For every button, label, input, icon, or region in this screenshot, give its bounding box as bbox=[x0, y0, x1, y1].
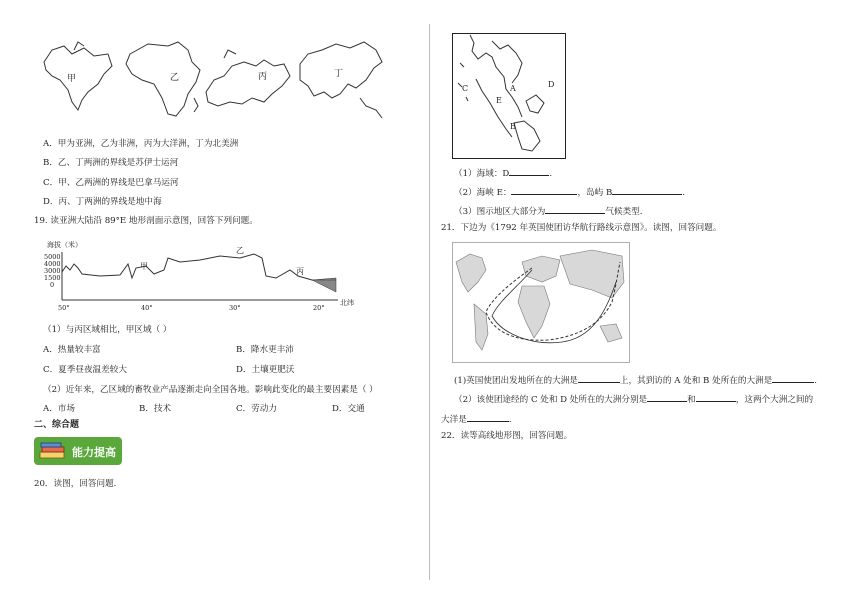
section-title: 二、综合题 bbox=[34, 420, 80, 430]
q21-1-text-a: (1)英国使团出发地所在的大洲是 bbox=[454, 376, 578, 386]
continent-label-ding: 丁 bbox=[334, 69, 344, 79]
q20-2-blank-e[interactable] bbox=[511, 185, 577, 195]
profile-xtick-20: 20° bbox=[313, 304, 325, 312]
q19-2-option-b: B．技术 bbox=[139, 404, 172, 414]
sea-label-e: E bbox=[496, 96, 502, 105]
q20-1: （1）海域：D . bbox=[454, 166, 552, 180]
continent-label-bing: 丙 bbox=[258, 72, 268, 82]
profile-xtick-30: 30° bbox=[229, 304, 241, 312]
books-icon bbox=[38, 440, 68, 462]
q21-2-text-b: 和 bbox=[687, 395, 696, 405]
q21-2-text-c: ，这两个大洲之间的 bbox=[735, 395, 814, 405]
q20-2-text-a: （2）海峡 E： bbox=[454, 188, 512, 198]
q21-2-blank-d[interactable] bbox=[696, 392, 736, 402]
q18-option-c: C．甲、乙两洲的界线是巴拿马运河 bbox=[43, 178, 179, 188]
column-divider bbox=[429, 24, 430, 580]
q20-3 bbox=[454, 204, 643, 218]
q20-stem: 20．读图，回答问题. bbox=[34, 479, 117, 489]
q19-2-option-c: C．劳动力 bbox=[236, 404, 277, 414]
q22-stem: 22．读等高线地形图，回答问题。 bbox=[441, 431, 573, 441]
profile-ytick-1500: 1500 bbox=[44, 274, 61, 282]
q21-stem: 21．下边为《1792 年英国使团访华航行路线示意图》。读图，回答问题。 bbox=[441, 223, 722, 233]
continent-yi-outline bbox=[126, 42, 200, 116]
sea-label-b: B bbox=[510, 122, 516, 131]
terrain-line bbox=[62, 254, 336, 282]
profile-ytick-5000: 5000 bbox=[44, 253, 61, 261]
q20-3-text-b: 气候类型. bbox=[605, 207, 643, 217]
q19-1-option-d: D．土壤更肥沃 bbox=[236, 365, 295, 375]
q19-2-option-a: A．市场 bbox=[43, 404, 75, 414]
profile-ylabel: 海拔（米） bbox=[47, 241, 82, 249]
q21-2-cont: 大洋是 . bbox=[441, 412, 512, 426]
profile-xtick-40: 40° bbox=[141, 304, 153, 312]
continent-bing-outline bbox=[206, 60, 290, 106]
q19-1-option-c: C．夏季昼夜温差较大 bbox=[43, 365, 127, 375]
q21-2-text-d: 大洋是 bbox=[441, 415, 467, 425]
sea-label-a: A bbox=[510, 84, 516, 93]
q19-1-question: （1）与丙区域相比，甲区域（ ） bbox=[43, 325, 172, 335]
q20-3-text-a: （3）图示地区大部分为 bbox=[454, 207, 546, 217]
sea-label-d: D bbox=[548, 80, 555, 89]
profile-region-jia: 甲 bbox=[140, 262, 148, 271]
q19-stem: 19. 读亚洲大陆沿 89°E 地形剖面示意图，回答下列问题。 bbox=[34, 216, 258, 226]
q20-2-blank-b[interactable] bbox=[612, 185, 682, 195]
q19-2-question: （2）近年来，乙区域的畜牧业产品逐渐走向全国各地。影响此变化的最主要因素是（ ） bbox=[43, 385, 378, 395]
q18-option-a: A．甲为亚洲，乙为非洲，丙为大洋洲，丁为北美洲 bbox=[43, 139, 239, 149]
q20-2: （2）海峡 E： ，岛屿 B . bbox=[454, 185, 685, 199]
profile-xlabel: 北纬 bbox=[340, 299, 354, 307]
q20-1-blank[interactable] bbox=[509, 166, 549, 176]
terrain-profile bbox=[40, 238, 370, 314]
q18-option-b: B．乙、丁两洲的界线是苏伊士运河 bbox=[43, 158, 179, 168]
profile-ytick-3000: 3000 bbox=[44, 267, 61, 275]
q21-2 bbox=[454, 392, 813, 406]
q21-1-text-b: 上，其到访的 A 处和 B 处所在的大洲是 bbox=[619, 376, 773, 386]
q21-2-text-a: （2）该使团途经的 C 处和 D 处所在的大洲分别是 bbox=[454, 395, 648, 405]
q21-1-blank-b[interactable] bbox=[772, 373, 814, 383]
continent-label-jia: 甲 bbox=[67, 74, 77, 84]
q20-1-text: （1）海域：D bbox=[454, 169, 510, 179]
q20-2-text-b: ，岛屿 B bbox=[577, 188, 613, 198]
badge-label: 能力提高 bbox=[72, 446, 116, 459]
profile-ytick-4000: 4000 bbox=[44, 260, 61, 268]
q18-option-d: D．丙、丁两洲的界线是地中海 bbox=[43, 197, 162, 207]
profile-ytick-0: 0 bbox=[50, 281, 55, 289]
q19-1-option-b: B．降水更丰沛 bbox=[236, 345, 294, 355]
profile-region-yi: 乙 bbox=[236, 246, 244, 255]
southeast-asia-map bbox=[452, 33, 566, 159]
continent-label-yi: 乙 bbox=[170, 73, 180, 83]
sea-label-c: C bbox=[462, 84, 469, 93]
q21-1: (1)英国使团出发地所在的大洲是 上，其到访的 A 处和 B 处所在的大洲是 . bbox=[454, 373, 817, 387]
continents-map bbox=[38, 36, 388, 126]
q19-1-option-a: A．热量较丰富 bbox=[43, 345, 101, 355]
profile-xtick-50: 50° bbox=[58, 304, 70, 312]
q19-2-option-d: D．交通 bbox=[332, 404, 365, 414]
continent-jia-outline bbox=[44, 46, 112, 110]
q21-1-blank-a[interactable] bbox=[578, 373, 620, 383]
voyage-route-map bbox=[452, 242, 630, 363]
ability-badge bbox=[34, 437, 122, 465]
profile-region-bing: 丙 bbox=[296, 267, 304, 276]
q21-2-blank-ocean[interactable] bbox=[467, 412, 509, 422]
q20-3-blank[interactable] bbox=[545, 204, 605, 214]
q21-2-blank-c[interactable] bbox=[647, 392, 687, 402]
